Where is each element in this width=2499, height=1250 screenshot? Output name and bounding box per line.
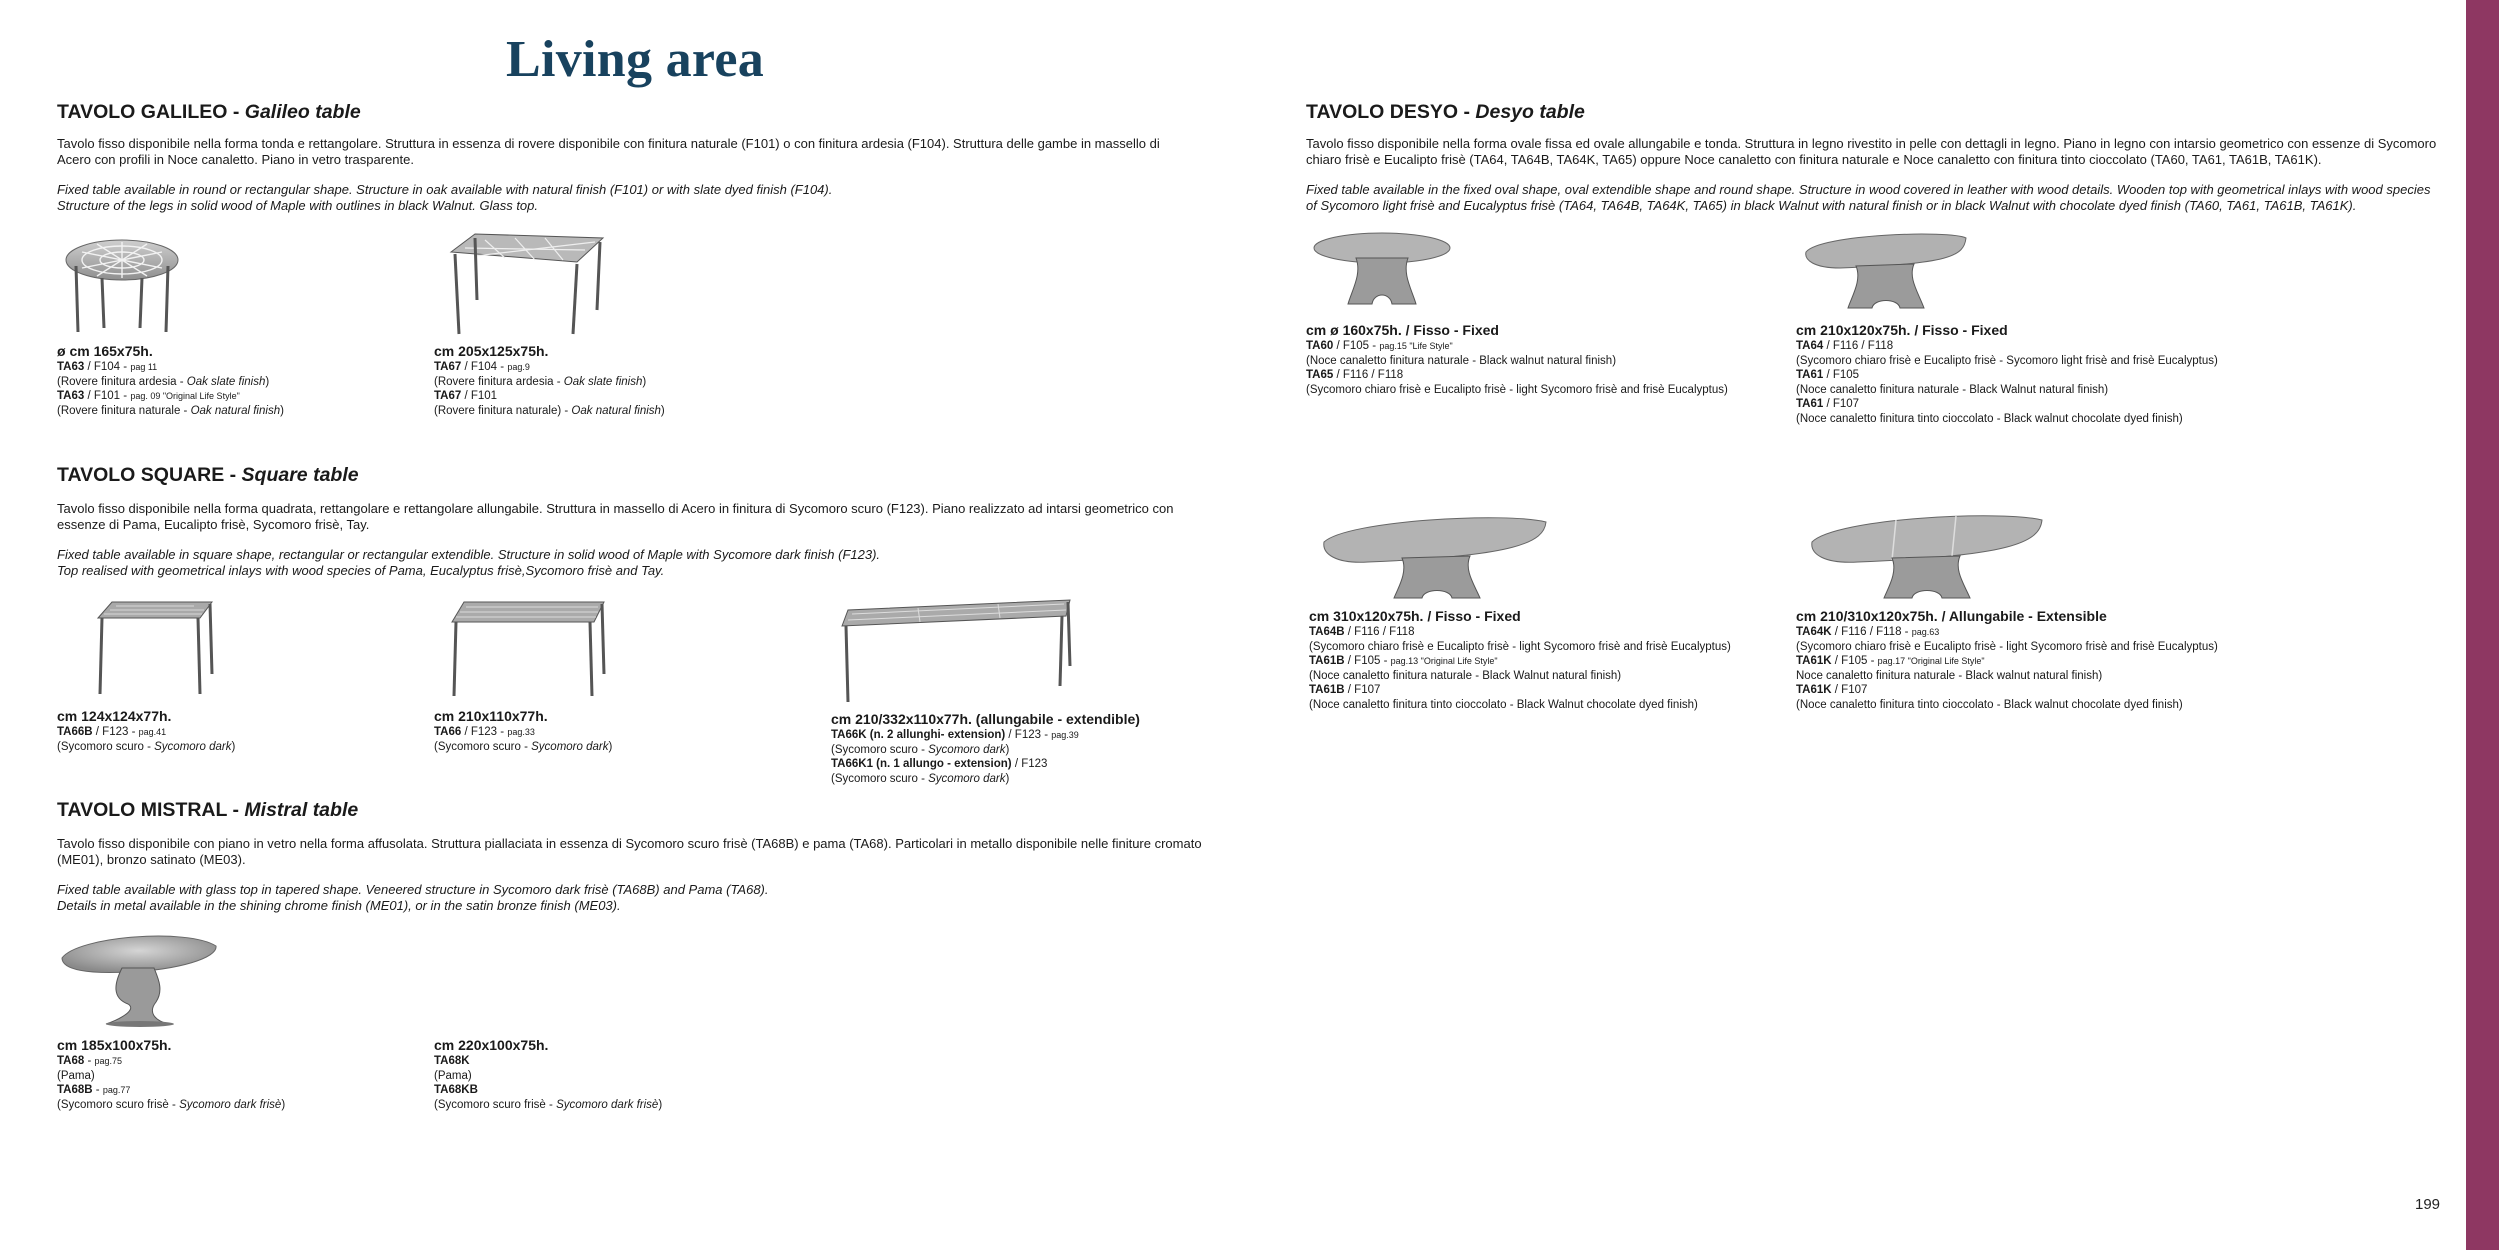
spec-line — [434, 389, 665, 404]
product-dimensions: cm 220x100x75h. — [434, 1037, 549, 1053]
product-dimensions: cm 310x120x75h. / Fisso - Fixed — [1309, 608, 1521, 624]
mistral-description-en-1: Fixed table available with glass top in tapered shape. Veneered structure in Sycomoro dark frisè (TA68B) and Pama (TA68). — [57, 882, 769, 897]
text-galileo-p1-l4a: (Rovere finitura naturale - — [57, 404, 191, 417]
text-desyo-p1-c2r: / F116 / F118 — [1333, 369, 1404, 381]
text-desyo-p4-c2r: / F105 - — [1831, 655, 1878, 667]
text-mistral-p2-c2: TA68KB — [434, 1084, 478, 1096]
text-galileo-p1-l2a: (Rovere finitura ardesia - — [57, 375, 187, 388]
spec-line — [434, 740, 612, 755]
text-desyo-p2-l6: (Noce canaletto finitura tinto cioccolato - Black walnut chocolate dyed finish) — [1796, 412, 2183, 425]
desyo-oval-210-image — [1800, 230, 1970, 312]
mistral-section — [57, 798, 1202, 914]
square-description-it: Tavolo fisso disponibile nella forma quadrata, rettangolare e rettangolare allungabile. Struttura in massello di Acero in finitura di Sycomoro scuro (F123). Piano realizzato ad intarsi geometrico con essenze di Pama, Eucalipto frisè, Sycomoro frisè, Tay. — [57, 501, 1174, 532]
desyo-oval-310-image — [1318, 512, 1550, 602]
text-mistral-p1-l4c: ) — [281, 1098, 286, 1111]
text-square-p3-c2r: / F123 — [1011, 758, 1048, 770]
text-mistral-title_en: Mistral table — [244, 799, 359, 821]
text-desyo-p2-c3: TA61 — [1796, 398, 1824, 410]
product-dimensions: cm 210x120x75h. / Fisso - Fixed — [1796, 322, 2008, 338]
product-dimensions: cm 205x125x75h. — [434, 343, 549, 359]
text-square-title: TAVOLO SQUARE — [57, 464, 225, 486]
text-mistral-p2-l4c: ) — [658, 1098, 663, 1111]
text-galileo-p2-l4a: (Rovere finitura naturale) - — [434, 404, 572, 417]
text-mistral-title: TAVOLO MISTRAL — [57, 799, 228, 821]
text-desyo-p4-c1r: / F116 / F118 - — [1831, 626, 1912, 638]
text-desyo-title: TAVOLO DESYO — [1306, 101, 1459, 123]
text-desyo-p2-l2: (Sycomoro chiaro frisè e Eucalipto frisè - Sycomoro light frisè and frisè Eucalyptus) — [1796, 354, 2218, 367]
text-square-p3-l2c: ) — [1005, 743, 1010, 756]
spec-line — [1796, 654, 2218, 669]
text-mistral-p2-l4a: (Sycomoro scuro frisè - — [434, 1098, 557, 1111]
text-desyo-p3-c2p: pag.13 "Original Life Style" — [1390, 656, 1498, 666]
text-galileo-p2-c2: TA67 — [434, 390, 462, 402]
text-desyo-p2-l4: (Noce canaletto finitura naturale - Black Walnut natural finish) — [1796, 383, 2109, 396]
text-galileo-p1-c1p: pag 11 — [130, 362, 158, 372]
spec-line — [434, 725, 612, 740]
mistral-title: TAVOLO MISTRAL - Mistral table — [57, 799, 359, 821]
text-desyo-p2-c2r: / F105 — [1823, 369, 1860, 381]
mistral-table-image — [58, 928, 220, 1028]
text-desyo-p1-c1: TA60 — [1306, 340, 1334, 352]
text-mistral-p1-c2: TA68B — [57, 1084, 93, 1096]
text-galileo-p1-c1r: / F104 - — [84, 361, 131, 373]
spec-line — [1796, 683, 2218, 698]
spec-line — [1306, 368, 1728, 383]
text-square-p1-l2a: (Sycomoro scuro - — [57, 740, 155, 753]
text-galileo-p1-c1: TA63 — [57, 361, 85, 373]
spec-line — [434, 1098, 662, 1113]
spec-line — [434, 360, 665, 375]
text-square-p1-c1p: pag.41 — [138, 727, 167, 737]
text-galileo-p1-l4c: ) — [280, 404, 284, 417]
desyo-description-en: Fixed table available in the fixed oval shape, oval extendible shape and round shape. Structure in wood covered in leather with wood details. Wooden top with geometrical inlays with wood species of Sycomoro light frisè and Eucalyptus frisè (TA64, TA64B, TA64K, TA65) in black Walnut with natural finish or in black Walnut with chocolate dyed finish (TA60, TA61, TA61B, TA61K). — [1306, 182, 2431, 213]
text-desyo-p3-c3r: / F107 — [1344, 684, 1381, 696]
desyo-product-210 — [1796, 322, 2218, 426]
text-desyo-p3-c2: TA61B — [1309, 655, 1345, 667]
spec-line — [57, 389, 284, 404]
text-desyo-p3-c1: TA64B — [1309, 626, 1345, 638]
text-galileo-p2-c1r: / F104 - — [461, 361, 508, 373]
text-desyo-p3-c3: TA61B — [1309, 684, 1345, 696]
spec-line — [1309, 625, 1731, 640]
square-table-210-image — [448, 598, 608, 698]
square-section — [57, 463, 1192, 579]
text-desyo-p3-c2r: / F105 - — [1344, 655, 1391, 667]
desyo-product-round — [1306, 322, 1728, 397]
galileo-description-it: Tavolo fisso disponibile nella forma tonda e rettangolare. Struttura in essenza di rovere disponibile con finitura naturale (F101) o con finitura ardesia (F104). Struttura delle gambe in massello di Acero con profili in Noce canaletto. Piano in vetro trasparente. — [57, 136, 1160, 167]
text-desyo-p1-c1r: / F105 - — [1333, 340, 1380, 352]
galileo-product-rectangular — [434, 343, 665, 418]
text-square-p3-c1: TA66K (n. 2 allunghi- extension) — [831, 729, 1006, 741]
spec-line — [1309, 654, 1731, 669]
desyo-product-extensible — [1796, 608, 2218, 712]
text-square-p2-c1r: / F123 - — [461, 726, 508, 738]
text-mistral-p1-c2p: pag.77 — [102, 1085, 131, 1095]
text-galileo-title: TAVOLO GALILEO — [57, 101, 228, 123]
text-desyo-p1-l2: (Noce canaletto finitura naturale - Black walnut natural finish) — [1306, 354, 1617, 367]
text-galileo-p2-l2b: Oak slate finish — [563, 375, 643, 388]
galileo-product-round — [57, 343, 284, 418]
spec-line — [434, 1083, 662, 1098]
text-galileo-p1-l4b: Oak natural finish — [190, 404, 281, 417]
spec-line — [1796, 397, 2218, 412]
square-table-extendible-image — [838, 596, 1074, 706]
square-table-124-image — [94, 598, 216, 698]
text-mistral-p1-l4b: Sycomoro dark frisè — [179, 1098, 282, 1111]
desyo-section — [1306, 100, 2440, 214]
product-dimensions: cm 185x100x75h. — [57, 1037, 172, 1053]
square-product-extendible — [831, 711, 1140, 786]
text-desyo-p1-c2: TA65 — [1306, 369, 1334, 381]
text-galileo-p2-l4c: ) — [660, 404, 665, 417]
text-mistral-p2-l4b: Sycomoro dark frisè — [556, 1098, 659, 1111]
spec-line — [57, 375, 284, 390]
text-galileo-p1-c2: TA63 — [57, 390, 85, 402]
text-galileo-p2-c1: TA67 — [434, 361, 462, 373]
product-dimensions: cm 124x124x77h. — [57, 708, 172, 724]
text-desyo-p2-c2: TA61 — [1796, 369, 1824, 381]
spec-line — [1796, 625, 2218, 640]
text-desyo-p4-c3r: / F107 — [1831, 684, 1868, 696]
product-dimensions: cm 210/332x110x77h. (allungabile - extendible) — [831, 711, 1140, 727]
text-square-p2-l2b: Sycomoro dark — [531, 740, 609, 753]
spec-line — [57, 725, 235, 740]
text-square-p3-l2b: Sycomoro dark — [928, 743, 1006, 756]
spec-line — [831, 757, 1140, 772]
side-color-band — [2466, 0, 2499, 1250]
text-mistral-p2-c1: TA68K — [434, 1055, 470, 1067]
text-desyo-p4-c1p: pag.63 — [1911, 627, 1940, 637]
text-galileo-p1-l2b: Oak slate finish — [186, 375, 266, 388]
text-galileo-p1-c2r: / F101 - — [84, 390, 131, 402]
text-square-p3-c1r: / F123 - — [1005, 729, 1052, 741]
product-dimensions: ø cm 165x75h. — [57, 343, 153, 359]
spec-line — [1306, 339, 1728, 354]
text-desyo-p2-c3r: / F107 — [1823, 398, 1860, 410]
text-square-p3-l2a: (Sycomoro scuro - — [831, 743, 929, 756]
text-galileo-p2-l2a: (Rovere finitura ardesia - — [434, 375, 564, 388]
square-product-124 — [57, 708, 235, 754]
text-desyo-title_en: Desyo table — [1475, 101, 1585, 123]
text-square-p1-l2b: Sycomoro dark — [154, 740, 232, 753]
text-square-p2-c1p: pag.33 — [507, 727, 535, 737]
text-galileo-p2-l2c: ) — [642, 375, 647, 388]
spec-line — [831, 772, 1140, 787]
text-desyo-p4-c1: TA64K — [1796, 626, 1832, 638]
text-desyo-p3-l4: (Noce canaletto finitura naturale - Black Walnut natural finish) — [1309, 669, 1622, 682]
text-desyo-p1-c1p: pag.15 "Life Style" — [1379, 341, 1453, 351]
text-square-p3-c1p: pag.39 — [1051, 730, 1079, 740]
spec-line — [57, 740, 235, 755]
text-desyo-p3-l2: (Sycomoro chiaro frisè e Eucalipto frisè - light Sycomoro frisè and frisè Eucalyptus) — [1309, 640, 1731, 653]
desyo-product-310 — [1309, 608, 1731, 712]
spec-line — [1796, 368, 2218, 383]
text-square-p3-l4a: (Sycomoro scuro - — [831, 772, 929, 785]
galileo-round-table-image — [62, 232, 182, 338]
text-galileo-title_en: Galileo table — [244, 101, 361, 123]
square-description-en-2: Top realised with geometrical inlays with wood species of Pama, Eucalyptus frisè,Sycomoro frisè and Tay. — [57, 563, 665, 578]
text-square-p1-c1r: / F123 - — [92, 726, 139, 738]
spec-line — [434, 404, 665, 419]
mistral-description-en-2: Details in metal available in the shining chrome finish (ME01), or in the satin bronze finish (ME03). — [57, 898, 621, 913]
text-square-p3-l4b: Sycomoro dark — [928, 772, 1006, 785]
text-square-p1-c1: TA66B — [57, 726, 93, 738]
product-dimensions: cm 210/310x120x75h. / Allungabile - Extensible — [1796, 608, 2107, 624]
text-mistral-p1-c2r: - — [92, 1084, 103, 1096]
text-desyo-p4-l6: (Noce canaletto finitura tinto cioccolato - Black walnut chocolate dyed finish) — [1796, 698, 2183, 711]
text-mistral-p1-c1r: - — [84, 1055, 95, 1067]
spec-line — [57, 1054, 285, 1069]
text-desyo-p4-l2: (Sycomoro chiaro frisè e Eucalipto frisè - light Sycomoro frisè and frisè Eucalyptus) — [1796, 640, 2218, 653]
mistral-description-it: Tavolo fisso disponibile con piano in vetro nella forma affusolata. Struttura piallaciata in essenza di Sycomoro scuro frisè (TA68B) e pama (TA68). Particolari in metallo disponibile nelle finiture cromato (ME01), bronzo satinato (ME03). — [57, 836, 1202, 867]
text-square-p2-c1: TA66 — [434, 726, 462, 738]
page-title: Living area — [506, 31, 765, 88]
spec-line — [57, 1083, 285, 1098]
text-galileo-p2-c2r: / F101 — [461, 390, 498, 402]
spec-line — [57, 360, 284, 375]
text-mistral-p1-l4a: (Sycomoro scuro frisè - — [57, 1098, 180, 1111]
text-desyo-p2-c1r: / F116 / F118 — [1823, 340, 1894, 352]
text-square-p2-l2a: (Sycomoro scuro - — [434, 740, 532, 753]
desyo-extensible-table-image — [1806, 510, 2046, 602]
spec-line — [434, 1054, 662, 1069]
text-mistral-p2-l2: (Pama) — [434, 1069, 472, 1082]
product-dimensions: cm 210x110x77h. — [434, 708, 548, 724]
text-desyo-p4-l4: Noce canaletto finitura naturale - Black walnut natural finish) — [1796, 669, 2103, 682]
galileo-section — [57, 100, 1192, 214]
galileo-description-en-1: Fixed table available in round or rectangular shape. Structure in oak available with natural finish (F101) or with slate dyed finish (F104). — [57, 182, 833, 197]
text-desyo-p3-c1r: / F116 / F118 — [1344, 626, 1415, 638]
square-product-210 — [434, 708, 612, 754]
text-desyo-p4-c2: TA61K — [1796, 655, 1832, 667]
text-square-title_en: Square table — [241, 464, 359, 486]
text-mistral-p1-l2: (Pama) — [57, 1069, 95, 1082]
desyo-title: TAVOLO DESYO - Desyo table — [1306, 101, 1585, 123]
spec-line — [434, 375, 665, 390]
text-square-p1-l2c: ) — [231, 740, 236, 753]
text-desyo-p2-c1: TA64 — [1796, 340, 1824, 352]
text-galileo-p1-l2c: ) — [265, 375, 270, 388]
text-desyo-p1-l4: (Sycomoro chiaro frisè e Eucalipto frisè - light Sycomoro frisè and frisè Eucalyptus) — [1306, 383, 1728, 396]
spec-line — [57, 1098, 285, 1113]
mistral-product-220 — [434, 1037, 662, 1112]
spec-line — [1309, 683, 1731, 698]
square-title: TAVOLO SQUARE - Square table — [57, 464, 359, 486]
text-galileo-p1-c2p: pag. 09 "Original Life Style" — [130, 391, 240, 401]
spec-line — [831, 743, 1140, 758]
text-square-p2-l2c: ) — [608, 740, 613, 753]
mistral-product-185 — [57, 1037, 285, 1112]
product-dimensions: cm ø 160x75h. / Fisso - Fixed — [1306, 322, 1499, 338]
spec-line — [1796, 339, 2218, 354]
text-desyo-p4-c2p: pag.17 "Original Life Style" — [1877, 656, 1985, 666]
spec-line — [57, 404, 284, 419]
galileo-rectangular-table-image — [445, 230, 605, 340]
desyo-description-it: Tavolo fisso disponibile nella forma ovale fissa ed ovale allungabile e tonda. Struttura in legno rivestito in pelle con dettagli in legno. Piano in legno con intarsio geometrico con essenze di Sycomoro chiaro frisè e Eucalipto frisè (TA64, TA64B, TA64K, TA65) oppure Noce canaletto con finitura naturale e Noce canaletto con finitura tinto cioccolato (TA60, TA61, TA61B, TA61K). — [1306, 136, 2437, 167]
galileo-description-en-2: Structure of the legs in solid wood of Maple with outlines in black Walnut. Glass top. — [57, 198, 539, 213]
page-number: 199 — [2415, 1196, 2441, 1213]
text-square-p3-l4c: ) — [1005, 772, 1010, 785]
spec-line — [831, 728, 1140, 743]
square-description-en-1: Fixed table available in square shape, rectangular or rectangular extendible. Structure in solid wood of Maple with Sycomore dark finish (F123). — [57, 547, 881, 562]
text-mistral-p1-c1p: pag.75 — [94, 1056, 123, 1066]
desyo-round-table-image — [1312, 230, 1452, 310]
text-mistral-p1-c1: TA68 — [57, 1055, 85, 1067]
galileo-title: TAVOLO GALILEO - Galileo table — [57, 101, 361, 123]
text-desyo-p4-c3: TA61K — [1796, 684, 1832, 696]
text-square-p3-c2: TA66K1 (n. 1 allungo - extension) — [831, 758, 1012, 770]
text-galileo-p2-c1p: pag.9 — [507, 362, 530, 372]
text-galileo-p2-l4b: Oak natural finish — [571, 404, 661, 417]
text-desyo-p3-l6: (Noce canaletto finitura tinto cioccolato - Black Walnut chocolate dyed finish) — [1309, 698, 1698, 711]
